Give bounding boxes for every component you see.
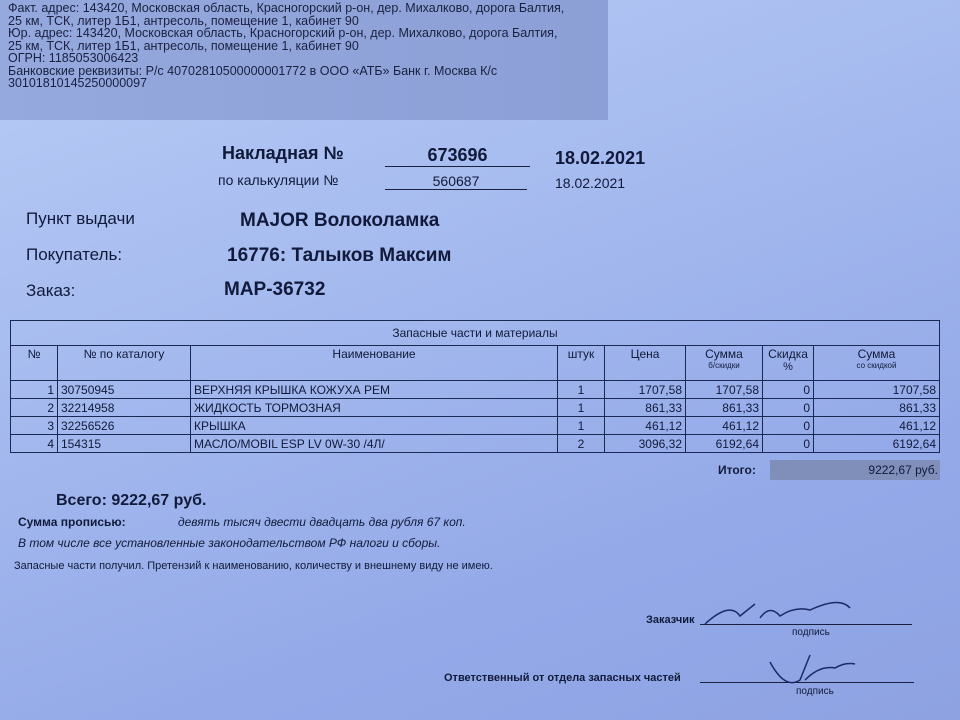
cell: 2 bbox=[558, 435, 605, 453]
table-row bbox=[11, 381, 940, 399]
cell: 461,12 bbox=[814, 417, 940, 435]
invoice-label: Накладная № bbox=[222, 143, 344, 163]
order-value: MAP-36732 bbox=[224, 279, 326, 300]
invoice-date: 18.02.2021 bbox=[555, 148, 646, 168]
col-sumd-label: Сумма bbox=[857, 347, 896, 361]
table-row bbox=[11, 435, 940, 453]
company-details bbox=[0, 0, 608, 120]
table-title: Запасные части и материалы bbox=[11, 321, 940, 346]
cell: МАСЛО/MOBIL ESP LV 0W-30 /4Л/ bbox=[191, 435, 558, 453]
address-line: Факт. адрес: 143420, Московская область, Красногорский р-он, дер. Михалково, дорога Балтия, bbox=[8, 1, 565, 15]
words-label: Сумма прописью: bbox=[18, 515, 126, 529]
cell: 1707,58 bbox=[605, 381, 686, 399]
col-discount-sub: % bbox=[783, 361, 793, 373]
cell: 0 bbox=[763, 399, 814, 417]
cell: 6192,64 bbox=[814, 435, 940, 453]
parts-table bbox=[10, 320, 940, 453]
cell: 461,12 bbox=[686, 417, 763, 435]
ogrn-line: ОГРН: 1185053006423 bbox=[8, 51, 139, 65]
buyer-label: Покупатель: bbox=[26, 245, 123, 264]
table-row bbox=[11, 417, 940, 435]
cell: 1 bbox=[11, 381, 58, 399]
grand-total: Всего: 9222,67 руб. bbox=[56, 492, 207, 509]
cell: 1 bbox=[558, 381, 605, 399]
received-note: Запасные части получил. Претензий к наименованию, количеству и внешнему виду не имею. bbox=[14, 560, 493, 572]
cell: 3 bbox=[11, 417, 58, 435]
calc-number: 560687 bbox=[385, 173, 527, 190]
cell: 154315 bbox=[58, 435, 191, 453]
pickup-label: Пункт выдачи bbox=[26, 209, 135, 228]
col-sumd-sub: со скидкой bbox=[856, 361, 897, 370]
col-qty: штук bbox=[558, 346, 605, 381]
cell: 1 bbox=[558, 417, 605, 435]
invoice-number: 673696 bbox=[385, 145, 530, 167]
taxes-note: В том числе все установленные законодательством РФ налоги и сборы. bbox=[18, 536, 441, 550]
customer-label: Заказчик bbox=[646, 614, 695, 626]
col-name: Наименование bbox=[191, 346, 558, 381]
col-price: Цена bbox=[605, 346, 686, 381]
cell: 1 bbox=[558, 399, 605, 417]
col-sum-discounted bbox=[814, 346, 940, 381]
cell: 0 bbox=[763, 435, 814, 453]
cell: 32256526 bbox=[58, 417, 191, 435]
total-label: Итого: bbox=[718, 463, 756, 477]
table-row bbox=[11, 399, 940, 417]
bank-line: Банковские реквизиты: Р/с 40702810500000001772 в ООО «АТБ» Банк г. Москва К/с bbox=[8, 63, 498, 78]
cell: 0 bbox=[763, 381, 814, 399]
cell: 6192,64 bbox=[686, 435, 763, 453]
responsible-signature bbox=[760, 650, 860, 690]
calc-label: по калькуляции № bbox=[218, 172, 339, 188]
buyer-value: 16776: Талыков Максим bbox=[227, 245, 452, 266]
cell: 0 bbox=[763, 417, 814, 435]
col-catalog: № по каталогу bbox=[58, 346, 191, 381]
cell: КРЫШКА bbox=[191, 417, 558, 435]
cell: 861,33 bbox=[605, 399, 686, 417]
cell: 1707,58 bbox=[686, 381, 763, 399]
col-sum bbox=[686, 346, 763, 381]
customer-signature bbox=[700, 596, 860, 632]
col-num: № bbox=[11, 346, 58, 381]
responsible-label: Ответственный от отдела запасных частей bbox=[444, 672, 681, 684]
total-value: 9222,67 руб. bbox=[770, 460, 940, 480]
col-sum-sub: б/скидки bbox=[708, 361, 740, 370]
cell: ВЕРХНЯЯ КРЫШКА КОЖУХА РЕМ bbox=[191, 381, 558, 399]
cell: 2 bbox=[11, 399, 58, 417]
col-discount bbox=[763, 346, 814, 381]
pickup-value: MAJOR Волоколамка bbox=[240, 210, 440, 231]
table-header bbox=[11, 346, 940, 381]
address-line: Юр. адрес: 143420, Московская область, Красногорский р-он, дер. Михалково, дорога Балтия, bbox=[8, 26, 558, 40]
cell: 1707,58 bbox=[814, 381, 940, 399]
bank-line: 30101810145250000097 bbox=[8, 76, 148, 90]
order-label: Заказ: bbox=[26, 281, 76, 300]
total-row bbox=[10, 460, 940, 480]
cell: 4 bbox=[11, 435, 58, 453]
amount-in-words: девять тысяч двести двадцать два рубля 67 коп. bbox=[178, 515, 466, 529]
calc-date: 18.02.2021 bbox=[555, 175, 626, 191]
signature-caption: подпись bbox=[792, 627, 830, 638]
cell: 32214958 bbox=[58, 399, 191, 417]
cell: 30750945 bbox=[58, 381, 191, 399]
cell: 3096,32 bbox=[605, 435, 686, 453]
col-discount-label: Скидка bbox=[768, 347, 808, 361]
cell: 861,33 bbox=[686, 399, 763, 417]
signature-caption-2: подпись bbox=[796, 686, 834, 697]
cell: ЖИДКОСТЬ ТОРМОЗНАЯ bbox=[191, 399, 558, 417]
cell: 461,12 bbox=[605, 417, 686, 435]
address-line: 25 км, ТСК, литер 1Б1, антресоль, помещение 1, кабинет 90 bbox=[8, 13, 359, 28]
cell: 861,33 bbox=[814, 399, 940, 417]
address-line: 25 км, ТСК, литер 1Б1, антресоль, помещение 1, кабинет 90 bbox=[8, 38, 359, 53]
col-sum-label: Сумма bbox=[705, 347, 743, 361]
